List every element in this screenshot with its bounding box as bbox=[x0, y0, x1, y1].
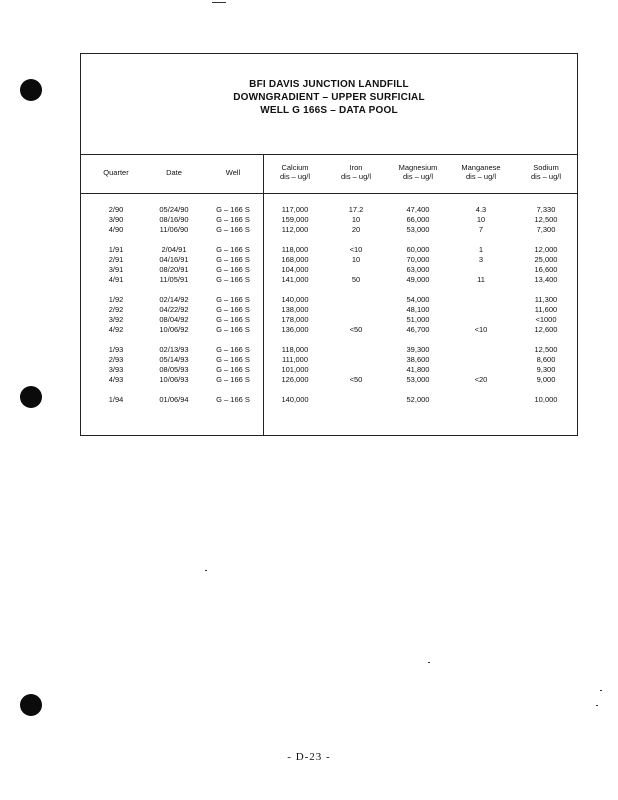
table-cell: 10 bbox=[476, 215, 486, 224]
table-row bbox=[81, 255, 577, 265]
scan-speck bbox=[428, 662, 430, 663]
table-cell: 2/91 bbox=[108, 255, 124, 264]
table-cell: G – 166 S bbox=[216, 215, 250, 224]
table-cell: <50 bbox=[349, 325, 363, 334]
col-header-well: Well bbox=[225, 168, 241, 177]
table-cell: 140,000 bbox=[281, 295, 309, 304]
table-cell: 08/20/91 bbox=[159, 265, 189, 274]
col-header-quarter: Quarter bbox=[103, 168, 129, 177]
table-cell: 02/13/93 bbox=[159, 345, 189, 354]
table-cell: 05/14/93 bbox=[159, 355, 189, 364]
binder-hole-top bbox=[20, 79, 42, 101]
table-cell: 11,600 bbox=[534, 305, 558, 314]
scan-speck bbox=[596, 705, 598, 706]
table-cell: 12,500 bbox=[534, 345, 558, 354]
table-cell: G – 166 S bbox=[216, 365, 250, 374]
table-row bbox=[81, 265, 577, 275]
table-cell: 39,300 bbox=[406, 345, 430, 354]
table-cell: 2/92 bbox=[108, 305, 124, 314]
table-row bbox=[81, 395, 577, 405]
table-row bbox=[81, 225, 577, 235]
table-cell: 9,000 bbox=[536, 375, 556, 384]
header-rule bbox=[81, 193, 577, 194]
table-cell: 1/94 bbox=[108, 395, 124, 404]
table-cell: 7 bbox=[478, 225, 484, 234]
table-cell: 2/90 bbox=[108, 205, 124, 214]
table-cell: 178,000 bbox=[281, 315, 309, 324]
binder-hole-middle bbox=[20, 386, 42, 408]
table-cell: 04/22/92 bbox=[159, 305, 189, 314]
table-cell: 111,000 bbox=[282, 355, 308, 364]
table-cell: 12,000 bbox=[534, 245, 558, 254]
table-cell: 53,000 bbox=[406, 225, 430, 234]
data-table bbox=[81, 154, 577, 436]
table-cell: <10 bbox=[474, 325, 488, 334]
table-cell: 51,000 bbox=[406, 315, 430, 324]
col-header-date: Date bbox=[166, 168, 182, 177]
table-cell: 3/91 bbox=[108, 265, 124, 274]
table-header bbox=[81, 163, 577, 189]
col-header-sodium: Sodium dis – ug/l bbox=[530, 163, 562, 181]
table-row bbox=[81, 205, 577, 215]
table-cell: G – 166 S bbox=[216, 305, 250, 314]
table-cell: G – 166 S bbox=[216, 265, 250, 274]
table-cell: 12,500 bbox=[534, 215, 558, 224]
table-cell: 2/93 bbox=[108, 355, 124, 364]
table-row bbox=[81, 355, 577, 365]
table-cell: 46,700 bbox=[406, 325, 430, 334]
table-cell: 140,000 bbox=[281, 395, 309, 404]
table-cell: 4.3 bbox=[475, 205, 487, 214]
table-row bbox=[81, 315, 577, 325]
table-cell: 17.2 bbox=[348, 205, 364, 214]
table-cell: 4/90 bbox=[108, 225, 124, 234]
scan-speck bbox=[600, 690, 602, 691]
table-cell: G – 166 S bbox=[216, 355, 250, 364]
table-cell: G – 166 S bbox=[216, 395, 250, 404]
table-cell: 11/05/91 bbox=[159, 275, 189, 284]
table-row bbox=[81, 365, 577, 375]
table-cell: 3/92 bbox=[108, 315, 124, 324]
table-cell: 01/06/94 bbox=[159, 395, 189, 404]
table-cell: 117,000 bbox=[281, 205, 309, 214]
table-cell: 141,000 bbox=[281, 275, 309, 284]
table-cell: G – 166 S bbox=[216, 375, 250, 384]
table-row bbox=[81, 305, 577, 315]
table-cell: 4/92 bbox=[108, 325, 124, 334]
title-line-2: DOWNGRADIENT – UPPER SURFICIAL bbox=[233, 92, 425, 103]
table-cell: G – 166 S bbox=[216, 275, 250, 284]
table-cell: 49,000 bbox=[406, 275, 430, 284]
page-number: - D-23 - bbox=[287, 751, 331, 763]
table-cell: 112,000 bbox=[281, 225, 309, 234]
table-cell: 50 bbox=[351, 275, 361, 284]
table-cell: 118,000 bbox=[281, 345, 309, 354]
table-cell: G – 166 S bbox=[216, 225, 250, 234]
table-row bbox=[81, 245, 577, 255]
table-cell: 1 bbox=[478, 245, 484, 254]
table-cell: 1/92 bbox=[108, 295, 124, 304]
table-cell: 2/04/91 bbox=[161, 245, 187, 254]
table-row bbox=[81, 295, 577, 305]
table-cell: 3/93 bbox=[108, 365, 124, 374]
table-cell: 101,000 bbox=[281, 365, 309, 374]
table-cell: 3 bbox=[478, 255, 484, 264]
table-cell: 13,400 bbox=[534, 275, 558, 284]
title-line-3: WELL G 166S – DATA POOL bbox=[260, 105, 398, 116]
table-cell: 54,000 bbox=[406, 295, 430, 304]
table-cell: 1/91 bbox=[108, 245, 124, 254]
table-cell: 126,000 bbox=[281, 375, 309, 384]
title-line-1: BFI DAVIS JUNCTION LANDFILL bbox=[249, 79, 409, 90]
table-cell: <50 bbox=[349, 375, 363, 384]
table-cell: 20 bbox=[351, 225, 361, 234]
table-row bbox=[81, 325, 577, 335]
table-row bbox=[81, 345, 577, 355]
table-cell: G – 166 S bbox=[216, 295, 250, 304]
table-cell: 48,100 bbox=[406, 305, 430, 314]
table-cell: G – 166 S bbox=[216, 205, 250, 214]
table-cell: 7,330 bbox=[536, 205, 556, 214]
table-cell: 60,000 bbox=[406, 245, 430, 254]
table-cell: 63,000 bbox=[406, 265, 430, 274]
table-cell: 05/24/90 bbox=[159, 205, 189, 214]
table-cell: 70,000 bbox=[406, 255, 430, 264]
report-title bbox=[81, 78, 577, 117]
table-cell: 12,600 bbox=[534, 325, 558, 334]
scan-speck bbox=[205, 570, 207, 571]
table-cell: 08/04/92 bbox=[159, 315, 189, 324]
table-row bbox=[81, 215, 577, 225]
table-cell: 10 bbox=[351, 255, 361, 264]
table-cell: 10/06/93 bbox=[159, 375, 189, 384]
table-cell: 04/16/91 bbox=[159, 255, 189, 264]
col-header-manganese: Manganese dis – ug/l bbox=[461, 163, 501, 181]
table-cell: 9,300 bbox=[536, 365, 556, 374]
table-cell: 159,000 bbox=[281, 215, 309, 224]
table-cell: <20 bbox=[474, 375, 488, 384]
table-cell: 08/16/90 bbox=[159, 215, 189, 224]
col-header-calcium: Calcium dis – ug/l bbox=[279, 163, 311, 181]
table-cell: 138,000 bbox=[281, 305, 309, 314]
table-cell: 47,400 bbox=[406, 205, 430, 214]
table-cell: G – 166 S bbox=[216, 345, 250, 354]
table-cell: 02/14/92 bbox=[159, 295, 189, 304]
table-cell: 118,000 bbox=[281, 245, 309, 254]
table-cell: 104,000 bbox=[281, 265, 309, 274]
data-pool-frame bbox=[80, 53, 578, 436]
table-cell: <1000 bbox=[535, 315, 557, 324]
table-cell: 4/93 bbox=[108, 375, 124, 384]
table-cell: 11,300 bbox=[534, 295, 558, 304]
table-cell: 25,000 bbox=[534, 255, 558, 264]
table-cell: 11/06/90 bbox=[159, 225, 189, 234]
table-cell: 4/91 bbox=[108, 275, 124, 284]
table-cell: 08/05/93 bbox=[159, 365, 189, 374]
table-cell: 66,000 bbox=[406, 215, 430, 224]
table-cell: 41,800 bbox=[406, 365, 430, 374]
table-cell: 38,600 bbox=[406, 355, 430, 364]
scan-speck bbox=[212, 2, 226, 3]
table-cell: 1/93 bbox=[108, 345, 124, 354]
table-cell: 11 bbox=[477, 275, 485, 284]
table-cell: 10 bbox=[351, 215, 361, 224]
binder-hole-bottom bbox=[20, 694, 42, 716]
table-cell: G – 166 S bbox=[216, 255, 250, 264]
table-cell: G – 166 S bbox=[216, 315, 250, 324]
table-cell: G – 166 S bbox=[216, 245, 250, 254]
table-row bbox=[81, 375, 577, 385]
table-cell: 10/06/92 bbox=[159, 325, 189, 334]
table-cell: 53,000 bbox=[406, 375, 430, 384]
table-cell: 168,000 bbox=[281, 255, 309, 264]
table-cell: 3/90 bbox=[108, 215, 124, 224]
col-header-magnesium: Magnesium dis – ug/l bbox=[398, 163, 438, 181]
table-cell: G – 166 S bbox=[216, 325, 250, 334]
table-cell: 8,600 bbox=[536, 355, 556, 364]
table-cell: 10,000 bbox=[534, 395, 558, 404]
table-cell: 16,600 bbox=[534, 265, 558, 274]
col-header-iron: Iron dis – ug/l bbox=[340, 163, 372, 181]
table-row bbox=[81, 275, 577, 285]
table-cell: <10 bbox=[349, 245, 363, 254]
table-cell: 52,000 bbox=[406, 395, 430, 404]
table-cell: 7,300 bbox=[536, 225, 556, 234]
table-cell: 136,000 bbox=[281, 325, 309, 334]
